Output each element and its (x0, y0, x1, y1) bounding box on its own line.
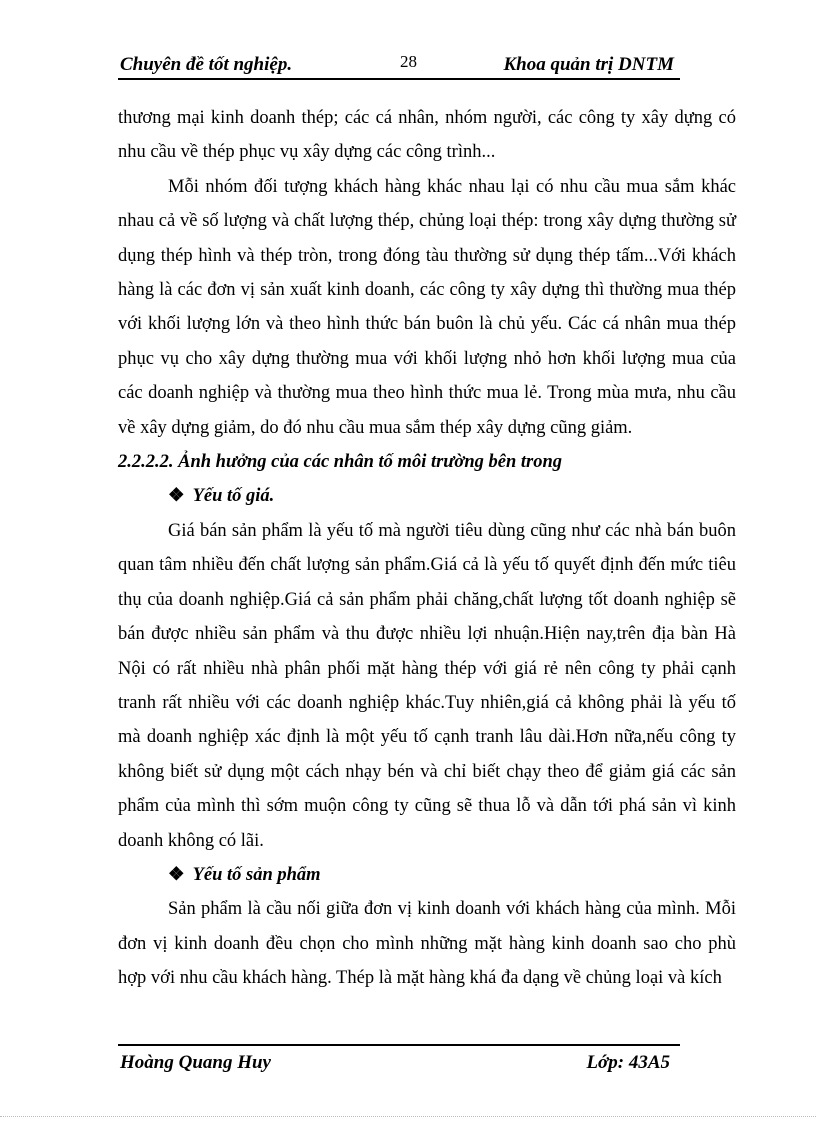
bullet-product-factor (118, 858, 736, 892)
bullet-price-factor (118, 479, 736, 513)
page-edge-divider (0, 1116, 816, 1117)
paragraph-product: Sản phẩm là cầu nối giữa đơn vị kinh doanh với khách hàng của mình. Mỗi đơn vị kinh doanh đều chọn cho mình những mặt hàng kinh doanh sao cho phù hợp với nhu cầu khách hàng. Thép là mặt hàng khá đa dạng về chủng loại và kích (118, 899, 736, 989)
author-name: Hoàng Quang Huy (120, 1052, 271, 1073)
diamond-bullet-icon: ❖ (168, 864, 185, 885)
header-department: Khoa quản trị DNTM (503, 54, 674, 75)
paragraph-price: Giá bán sản phẩm là yếu tố mà người tiêu dùng cũng như các nhà bán buôn quan tâm nhiều đến chất lượng sản phẩm.Giá cả là yếu tố quyết định đến mức tiêu thụ của doanh nghiệp.Giá cả sản phẩm phải chăng,chất lượng tốt doanh nghiệp sẽ bán được nhiều sản phẩm và thu được nhiều lợi nhuận.Hiện nay,trên địa bàn Hà Nội có rất nhiều nhà phân phối mặt hàng thép với giá rẻ nên công ty phải cạnh tranh rất nhiều với các doanh nghiệp khác.Tuy nhiên,giá cả không phải là yếu tố mà doanh nghiệp xác định là một yếu tố cạnh tranh lâu dài.Hơn nữa,nếu công ty không biết sử dụng một cách nhạy bén và chỉ biết chạy theo để giảm giá các sản phẩm của mình thì sớm muộn công ty cũng sẽ thua lỗ và dẫn tới phá sản vì kinh doanh không có lãi. (118, 520, 736, 851)
header-title: Chuyên đề tốt nghiệp. (120, 54, 293, 75)
bullet-product-label: Yếu tố sản phẩm (192, 864, 321, 885)
paragraph-customer-groups: Mỗi nhóm đối tượng khách hàng khác nhau lại có nhu cầu mua sắm khác nhau cả về số lượng và chất lượng thép, chủng loại thép: trong xây dựng thường sử dụng thép hình và thép tròn, trong đóng tàu thường sử dụng thép tấm...Với khách hàng là các đơn vị sản xuất kinh doanh, các công ty xây dựng thì thường mua thép với khối lượng lớn và theo hình thức bán buôn là chủ yếu. Các cá nhân mua thép phục vụ cho xây dựng thường mua với khối lượng nhỏ hơn khối lượng mua của các doanh nghiệp và thường mua theo hình thức mua lẻ. Trong mùa mưa, nhu cầu về xây dựng giảm, do đó nhu cầu mua sắm thép xây dựng cũng giảm. (118, 176, 736, 438)
paragraph-continuation: thương mại kinh doanh thép; các cá nhân, nhóm người, các công ty xây dựng có nhu cầu về thép phục vụ xây dựng các công trình... (118, 108, 736, 163)
author-class: Lớp: 43A5 (586, 1052, 670, 1073)
bullet-price-label: Yếu tố giá. (192, 486, 275, 507)
page-footer (118, 1044, 680, 1076)
document-body (118, 101, 736, 996)
section-heading: 2.2.2.2. Ảnh hưởng của các nhân tố môi trường bên trong (118, 452, 562, 473)
diamond-bullet-icon: ❖ (168, 486, 185, 507)
page-header (118, 52, 680, 80)
page-number: 28 (400, 52, 417, 71)
